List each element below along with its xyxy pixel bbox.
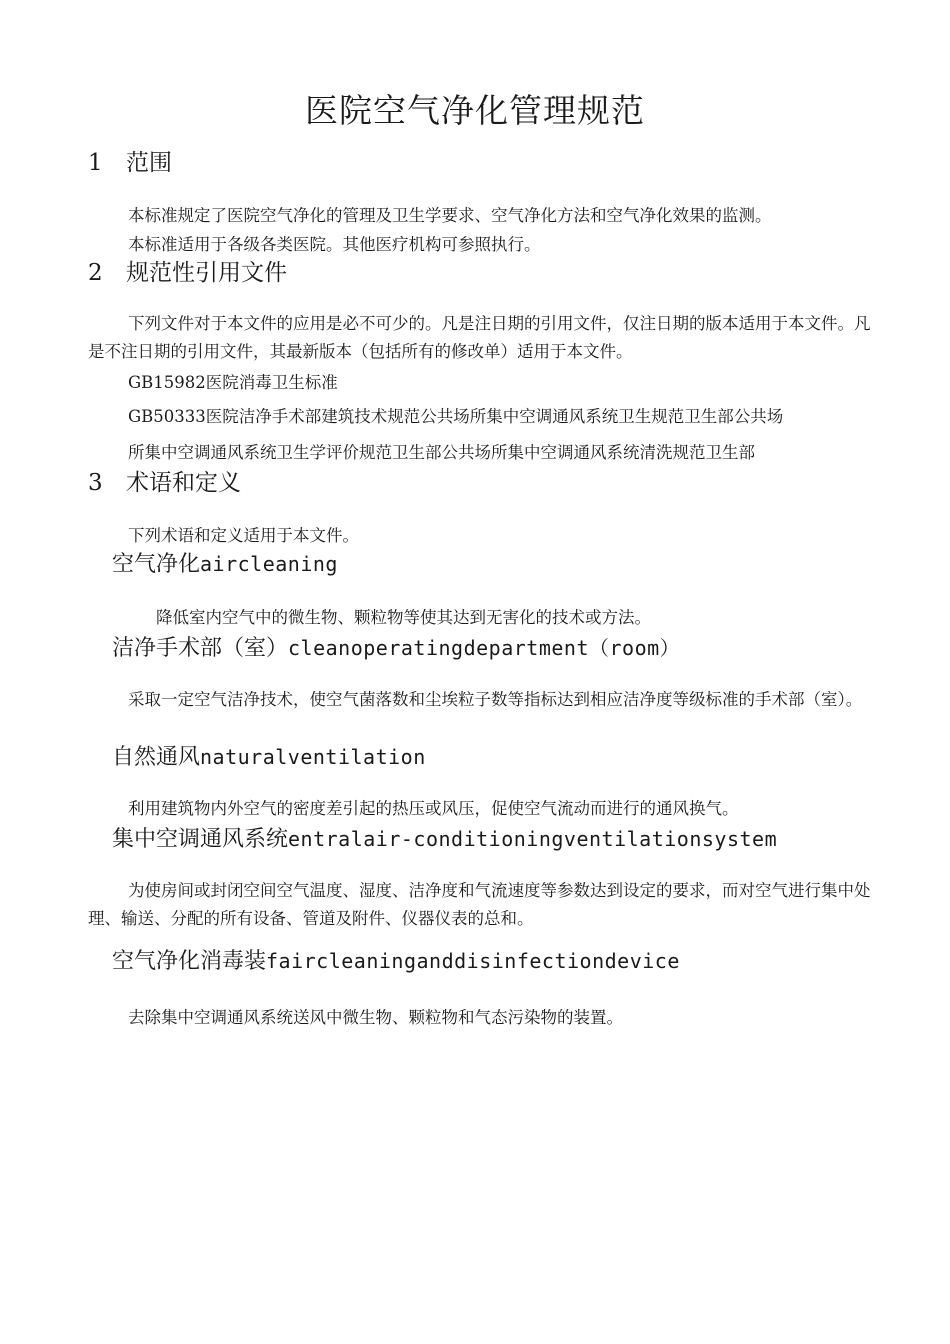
section-title: 术语和定义 [126,470,241,496]
term-definition: 利用建筑物内外空气的密度差引起的热压或风压，促使空气流动而进行的通风换气。 [128,799,739,818]
section-number: 1 [88,150,103,176]
section-1-heading [88,148,172,178]
term-english: faircleaninganddisinfectiondevice [266,949,680,973]
section-3-heading [88,468,241,498]
section-number: 2 [88,260,103,286]
section-title: 范围 [126,150,172,176]
scope-text-line-2: 本标准适用于各级各类医院。其他医疗机构可参照执行。 [128,235,541,254]
term-chinese: 集中空调通风系统 [112,827,289,852]
terms-intro-text: 下列术语和定义适用于本文件。 [128,526,359,545]
reference-item: GB15982医院消毒卫生标准 [128,373,338,392]
references-intro-paragraph: 下列文件对于本文件的应用是必不可少的。凡是注日期的引用文件，仅注日期的版本适用于本文件。凡是不注日期的引用文件，其最新版本（包括所有的修改单）适用于本文件。 [88,314,871,361]
term-english: cleanoperatingdepartment（room） [288,636,681,660]
reference-item-continued: 所集中空调通风系统卫生学评价规范卫生部公共场所集中空调通风系统清洗规范卫生部 [128,443,755,462]
section-number: 3 [88,470,103,496]
term-heading [112,633,680,664]
scope-text-line-1: 本标准规定了医院空气净化的管理及卫生学要求、空气净化方法和空气净化效果的监测。 [128,206,772,225]
term-chinese: 空气净化 [112,552,201,577]
reference-item: GB50333医院洁净手术部建筑技术规范公共场所集中空调通风系统卫生规范卫生部公共场 [128,407,784,426]
term-definition: 为使房间或封闭空间空气温度、湿度、洁净度和气流速度等参数达到设定的要求，而对空气进行集中处理、输送、分配的所有设备、管道及附件、仪器仪表的总和。 [88,881,871,928]
term-heading [112,549,338,580]
document-title: 医院空气净化管理规范 [305,91,645,130]
term-chinese: 洁净手术部（室） [112,636,289,661]
term-definition: 降低室内空气中的微生物、颗粒物等使其达到无害化的技术或方法。 [156,608,651,627]
section-2-heading [88,258,287,288]
term-definition: 采取一定空气洁净技术，使空气菌落数和尘埃粒子数等指标达到相应洁净度等级标准的手术部（室）。 [128,690,863,709]
term-english: naturalventilation [200,745,426,769]
term-chinese: 空气净化消毒装 [112,949,267,974]
term-heading [112,824,777,855]
term-english: aircleaning [200,552,338,576]
section-title: 规范性引用文件 [126,260,287,286]
term-chinese: 自然通风 [112,745,201,770]
term-definition: 去除集中空调通风系统送风中微生物、颗粒物和气态污染物的装置。 [128,1008,623,1027]
term-heading [112,742,426,773]
term-english: entralair-conditioningventilationsystem [288,827,778,851]
term-heading [112,946,680,977]
